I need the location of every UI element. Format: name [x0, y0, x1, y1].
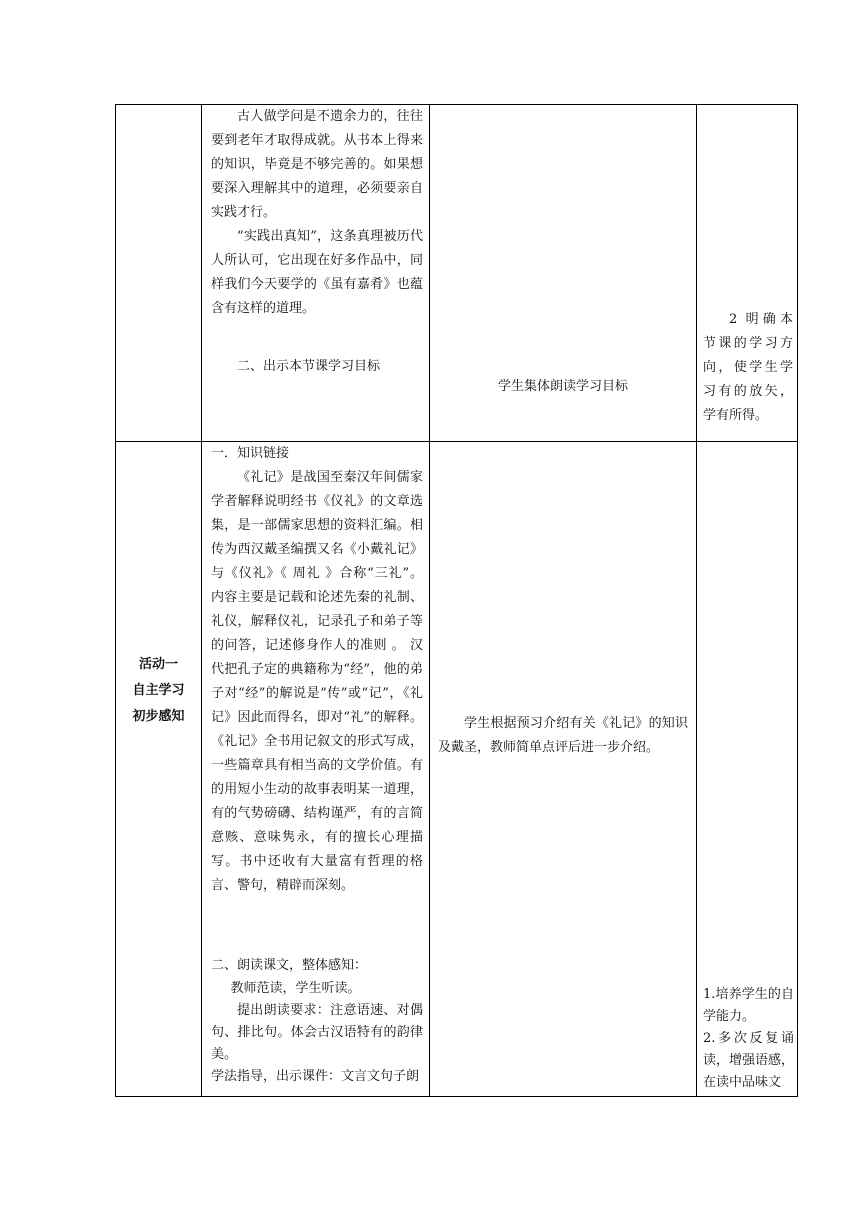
reading-heading: 二、朗读课文，整体感知：	[211, 958, 368, 973]
table-row	[116, 442, 798, 1097]
student-activity-cell	[430, 105, 697, 442]
design-intent-cell	[697, 442, 798, 1097]
lesson-plan-table	[115, 104, 798, 1097]
student-activity-cell	[430, 442, 697, 1097]
design-intent-text: 2 明确本节课的学习方向，使学生学习有的放矢，学有所得。	[703, 312, 793, 423]
activity-label: 活动一 自主学习 初步感知	[132, 657, 185, 724]
section-heading: 二、出示本节课学习目标	[237, 359, 381, 374]
activity-label-cell	[116, 105, 202, 442]
reading-line: 学法指导，出示课件：文言文句子朗	[211, 1069, 420, 1084]
content-paragraph: 古人做学问是不遗余力的，往往要到老年才取得成就。从书本上得来的知识，毕竟是不够完善的。如果想要深入理解其中的道理，必须要亲自实践才行。	[211, 109, 423, 220]
student-activity-text: 学生集体朗读学习目标	[497, 379, 628, 394]
knowledge-heading: 一．知识链接	[211, 446, 290, 461]
teaching-content-cell	[202, 442, 430, 1097]
table-row	[116, 105, 798, 442]
reading-line: 教师范读，学生听读。	[230, 981, 361, 996]
teaching-content-cell	[202, 105, 430, 442]
reading-line: 提出朗读要求：注意语速、对偶句、排比句。体会古汉语特有的韵律美。	[211, 1003, 423, 1062]
student-activity-text: 学生根据预习介绍有关《礼记》的知识及戴圣，教师简单点评后进一步介绍。	[438, 716, 688, 755]
design-intent-cell	[697, 105, 798, 442]
design-intent-text: 2.多次反复诵读，增强语感，在读中品味文	[703, 1031, 795, 1090]
activity-label-cell	[116, 442, 202, 1097]
design-intent-text: 1.培养学生的自学能力。	[703, 987, 794, 1024]
content-paragraph: “实践出真知”，这条真理被历代人所认可，它出现在好多作品中，同样我们今天要学的《虽有嘉肴》也蕴含有这样的道理。	[211, 229, 423, 316]
knowledge-text: 《礼记》是战国至秦汉年间儒家学者解释说明经书《仪礼》的文章选集，是一部儒家思想的资料汇编。相传为西汉戴圣编撰又名《小戴礼记》与《仪礼》《 周礼 》合称“三礼”。 内容主要是记载和论述先秦的礼制、礼仪，解释仪礼，记录孔子和弟子等的问答，记述修身作人的准则 。 汉代把孔子定的典籍称为“经”，他的弟子对“经”的解说是“传”或“记”，《礼记》因此而得名，即对“礼”的解释。《礼记》全书用记叙文的形式写成，一些篇章具有相当高的文学价值。有的用短小生动的故事表明某一道理，有的气势磅礴、结构谨严，有的言简意赅、意味隽永，有的擅长心理描写。书中还收有大量富有哲理的格言、警句，精辟而深刻。	[211, 470, 423, 893]
